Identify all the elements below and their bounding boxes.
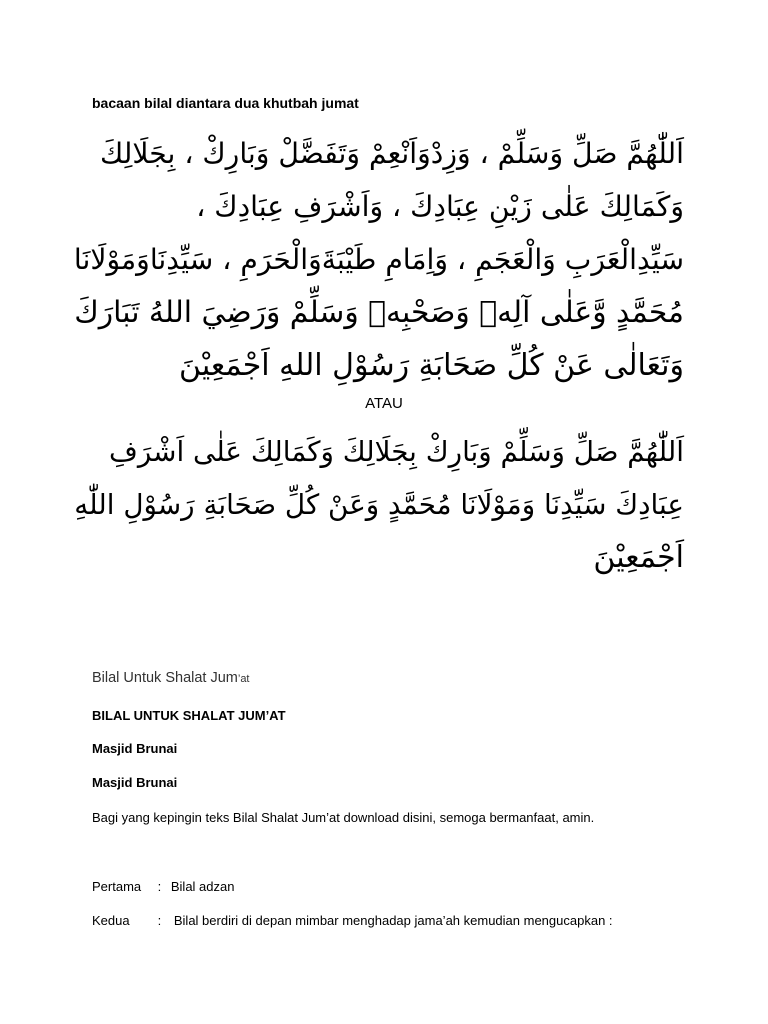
arabic-line: وَتَعَالٰى عَنْ كُلِّ صَحَابَةِ رَسُوْلِ اللهِ اَجْمَعِيْنَ	[179, 348, 684, 383]
intro-paragraph: Bagi yang kepingin teks Bilal Shalat Jum’at download disini, semoga bermanfaat, amin.	[92, 810, 595, 825]
step-row	[92, 913, 613, 928]
source-line: Masjid Brunai	[92, 741, 178, 756]
arabic-line: سَيِّدِالْعَرَبِ وَالْعَجَمِ ، وَاِمَامِ طَيْبَةَوَالْحَرَمِ ، سَيِّدِنَاوَمَوْلَانَا	[73, 243, 684, 276]
step-label: Kedua	[92, 913, 130, 928]
step-row	[92, 879, 234, 894]
arabic-line: عِبَادِكَ سَيِّدِنَا وَمَوْلَانَا مُحَمَّدٍ وَعَنْ كُلِّ صَحَابَةِ رَسُوْلِ اللّٰهِ	[74, 488, 684, 521]
arabic-prayer-block-1	[74, 127, 684, 392]
step-separator: :	[157, 913, 162, 928]
arabic-line: مُحَمَّدٍ وَّعَلٰى آلِهٖ وَصَحْبِهٖ وَسَلِّمْ وَرَضِيَ اللهُ تَبَارَكَ	[74, 295, 684, 330]
arabic-prayer-block-2	[74, 425, 684, 584]
source-line: Masjid Brunai	[92, 775, 178, 790]
step-separator: :	[157, 879, 162, 894]
section-title-main: Bilal Untuk Shalat Jum	[92, 670, 238, 686]
document-heading: bacaan bilal diantara dua khutbah jumat	[92, 95, 359, 111]
step-text: Bilal adzan	[170, 879, 235, 894]
section-title-suffix: ’at	[237, 673, 250, 685]
step-label: Pertama	[92, 879, 142, 894]
arabic-line: وَكَمَالِكَ عَلٰى زَيْنِ عِبَادِكَ ، وَاَشْرَفِ عِبَادِكَ ،	[196, 190, 684, 223]
section-title-bold: BILAL UNTUK SHALAT JUM’AT	[92, 708, 286, 723]
arabic-line: اَللّٰهُمَّ صَلِّ وَسَلِّمْ وَبَارِكْ بِجَلَالِكَ وَكَمَالِكَ عَلٰى اَشْرَفِ	[109, 435, 684, 468]
arabic-line: اَللّٰهُمَّ صَلِّ وَسَلِّمْ ، وَزِدْوَاَنْعِمْ وَتَفَضَّلْ وَبَارِكْ ، بِجَلَالِكَ	[100, 137, 684, 170]
section-title-light	[92, 670, 250, 686]
separator-atau: ATAU	[365, 395, 403, 412]
arabic-line: اَجْمَعِيْنَ	[593, 540, 684, 575]
step-text: Bilal berdiri di depan mimbar menghadap jama’ah kemudian mengucapkan :	[173, 913, 613, 928]
